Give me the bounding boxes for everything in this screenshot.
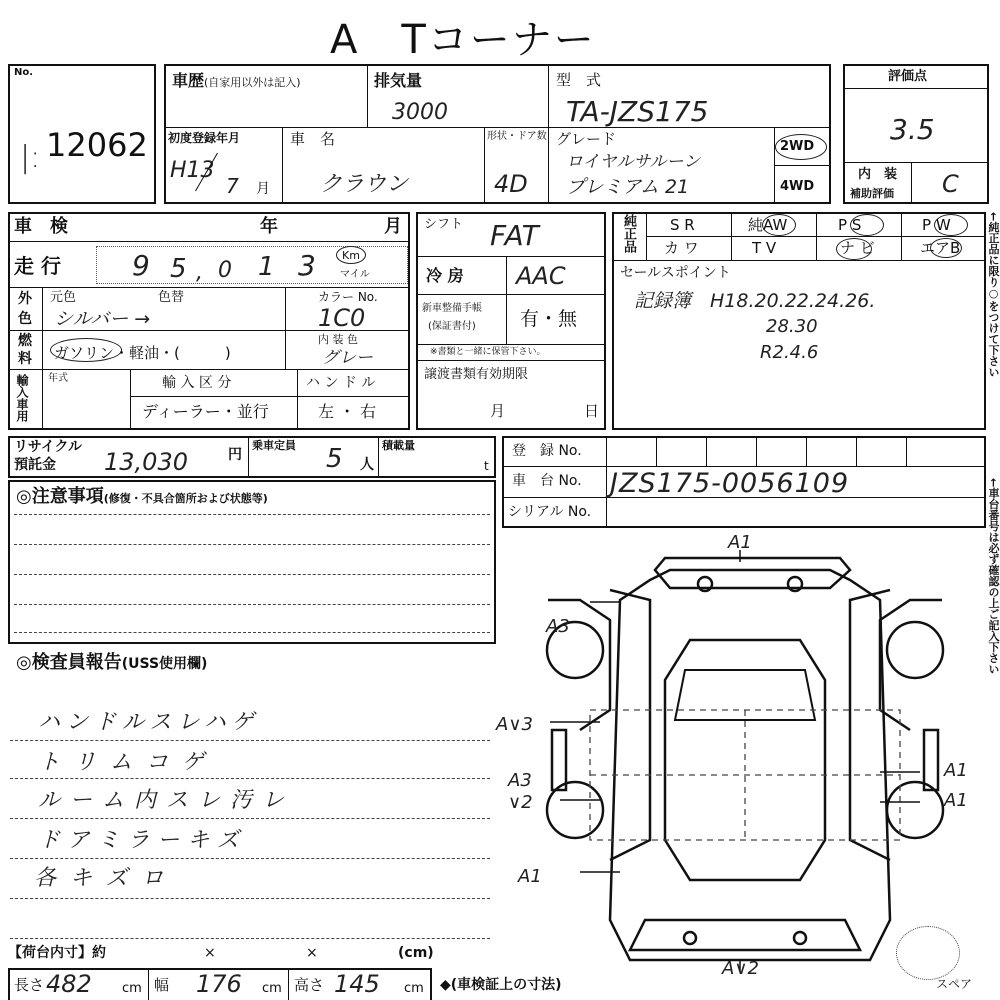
import-category-label: 輸 入 区 分 [162, 375, 232, 391]
cargo-times-1: × [204, 945, 216, 961]
no-label: No. [14, 67, 34, 78]
equip-navi-circle [836, 238, 872, 260]
caution-label: ◎注意事項(修復・不具合箇所および状態等) [16, 486, 268, 507]
import-category-value: ディーラー・並行 [142, 402, 269, 421]
report-line-2: トリムコゲ [38, 750, 219, 775]
reg-label: 登 録 No. [512, 443, 582, 459]
aircon-label: 冷 房 [426, 266, 464, 285]
sales-point-line2: 28.30 [766, 316, 818, 337]
mileage-digit-4: 1 [258, 252, 275, 282]
equip-navi: ナ ビ [840, 239, 875, 257]
manual-label1: 新車整備手帳 [422, 303, 482, 314]
side-note-chassis: ←車台番号は必ず確認の上ご記入下さい [987, 478, 1000, 675]
spare-tire-icon [896, 926, 960, 980]
damage-mark-right-2: A1 [944, 790, 968, 811]
original-color-label: 元色 [50, 290, 77, 305]
shaken-year-unit: 年 [260, 216, 278, 237]
damage-mark-av3: A∨3 [496, 714, 533, 735]
shaken-label: 車 検 [14, 216, 68, 237]
report-line-5: 各キズロ [34, 866, 178, 891]
color-no-label: カラー No. [318, 290, 378, 304]
no-value: 12062 [46, 126, 148, 164]
recycle-label1: リサイクル [14, 439, 83, 455]
transfer-day: 日 [584, 402, 600, 420]
exterior-label-1: 外 [18, 291, 32, 307]
damage-mark-top: A1 [728, 532, 752, 553]
interior-label2: 補助評価 [850, 187, 894, 200]
serial-label: シリアル No. [508, 504, 592, 520]
grade-line1: ロイヤルサルーン [566, 152, 701, 172]
model-year-label: 年式 [48, 373, 68, 384]
sales-point-label: セールスポイント [620, 265, 731, 281]
first-reg-label: 初度登録年月 [168, 131, 241, 145]
mileage-label: 走 行 [14, 254, 61, 278]
color-no-value: 1C0 [318, 304, 366, 332]
equip-pw-circle [934, 214, 968, 236]
car-name-label: 車 名 [290, 130, 336, 148]
first-reg-year: H13 [170, 158, 215, 183]
fuel-label-1: 燃 [18, 333, 32, 349]
equip-tv: T V [752, 239, 777, 257]
capacity-label: 乗車定員 [252, 439, 296, 452]
sales-point-line3: R2.4.6 [760, 342, 819, 363]
length-cm: cm [122, 981, 142, 996]
handle-label: ハ ン ド ル [306, 375, 376, 391]
interior-label1: 内 装 [858, 167, 898, 182]
shaken-dims-note: ◆(車検証上の寸法) [440, 977, 562, 993]
cargo-unit: (cm) [398, 945, 434, 961]
equip-aw-circle [762, 214, 796, 236]
transfer-month: 月 [490, 402, 506, 420]
damage-mark-a3-top: A3 [546, 616, 570, 637]
interior-color-label: 内 装 色 [318, 333, 358, 346]
damage-mark-av2: A∨2 [722, 958, 759, 979]
displacement-label: 排気量 [374, 71, 423, 90]
km-circle [336, 246, 366, 264]
repaint-label: 色替 [158, 290, 185, 305]
spare-label: スペア [936, 977, 973, 991]
history-label: 車歴(自家用以外は記入) [172, 71, 301, 90]
report-line-1: ハンドルスレハゲ [38, 710, 260, 735]
length-value: 482 [46, 970, 92, 998]
color-value: シルバー → [54, 308, 151, 330]
doors-label: 形状・ドア数 [487, 131, 547, 142]
sales-point-line1: 記録簿 H18.20.22.24.26. [634, 290, 876, 312]
cargo-times-2: × [306, 945, 318, 961]
shaken-month-unit: 月 [384, 216, 402, 237]
month-unit: 月 [256, 181, 270, 197]
mileage-digit-1: 9 [132, 249, 150, 282]
equip-ps: P S [838, 216, 862, 234]
genuine-label: 純正品 [621, 214, 636, 253]
report-line-4: ドアミラーキズ [38, 828, 247, 853]
equip-ps-circle [850, 214, 884, 236]
manual-note: ※書類と一緒に保管下さい。 [430, 347, 546, 357]
km-label: Km [342, 249, 360, 262]
ton-unit: t [484, 459, 489, 473]
width-value: 176 [196, 970, 242, 998]
interior-value: C [942, 170, 959, 198]
grade-line2: プレミアム 21 [566, 176, 690, 198]
equip-airbag: エアB [920, 239, 961, 257]
equip-airbag-circle [930, 238, 962, 258]
damage-mark-right-1: A1 [944, 760, 968, 781]
doors-value: 4D [494, 170, 528, 198]
person-unit: 人 [360, 457, 374, 473]
car-name-value: クラウン [320, 172, 409, 197]
width-cm: cm [262, 981, 282, 996]
fuel-gasoline-circle [50, 338, 122, 362]
score-label: 評価点 [888, 69, 928, 84]
height-cm: cm [404, 981, 424, 996]
recycle-yen: 円 [228, 447, 242, 463]
drive-4wd: 4WD [780, 179, 815, 194]
recycle-value: 13,030 [104, 448, 188, 476]
mileage-digit-5: 3 [298, 249, 316, 282]
mileage-sep: , [196, 260, 203, 285]
manual-value: 有・無 [520, 308, 578, 330]
model-label: 型 式 [556, 71, 602, 89]
drive-2wd: 2WD [780, 139, 815, 154]
chassis-value: JZS175-0056109 [610, 468, 850, 499]
damage-mark-a1-bottom: A1 [518, 866, 542, 887]
aircon-value: AAC [516, 262, 566, 290]
cargo-label: 【荷台内寸】約 [8, 945, 106, 961]
damage-mark-v2: ∨2 [508, 792, 533, 813]
equip-aw: 純AW [748, 216, 788, 234]
no-prefix-mark: |: [20, 140, 41, 175]
side-note-genuine: ←純正品に限り○をつけて下さい [987, 212, 1000, 378]
inspector-label: ◎検査員報告(USS使用欄) [16, 652, 208, 673]
mile-label: マイル [340, 269, 370, 280]
fuel-label-2: 料 [18, 351, 32, 367]
length-label: 長さ [14, 976, 45, 994]
damage-mark-a3-mid: A3 [508, 770, 532, 791]
score-value: 3.5 [890, 113, 935, 146]
recycle-label2: 預託金 [14, 457, 56, 473]
drive-2wd-circle [775, 134, 827, 160]
first-reg-month: 7 [226, 174, 239, 198]
height-value: 145 [334, 970, 380, 998]
car-diagram [540, 540, 950, 980]
mileage-digit-2: 5 [170, 254, 187, 284]
load-label: 積載量 [382, 439, 415, 452]
shift-value: FAT [490, 219, 539, 252]
report-line-3: ルーム内スレ汚レ [38, 788, 295, 813]
grade-label: グレード [556, 130, 617, 148]
chassis-label: 車 台 No. [512, 473, 582, 489]
page-title: A Tコーナー [330, 17, 596, 63]
capacity-value: 5 [326, 444, 343, 474]
handle-value: 左 ・ 右 [318, 402, 377, 421]
equip-sr: S R [670, 216, 695, 234]
transfer-label: 譲渡書類有効期限 [424, 367, 529, 382]
displacement-value: 3000 [392, 100, 448, 125]
fuel-options: ガソリン・軽油・( ) [54, 344, 231, 362]
interior-color-value: グレー [322, 348, 373, 368]
exterior-label-2: 色 [18, 311, 32, 327]
mileage-digit-3: 0 [218, 258, 232, 283]
equip-leather: カ ワ [664, 239, 699, 257]
shift-label: シフト [424, 217, 464, 232]
width-label: 幅 [154, 976, 170, 994]
equip-pw: P W [922, 216, 951, 234]
manual-label2: (保証書付) [428, 321, 476, 332]
model-value: TA-JZS175 [566, 95, 709, 128]
import-label: 輸入車用 [15, 374, 29, 422]
height-label: 高さ [294, 976, 325, 994]
